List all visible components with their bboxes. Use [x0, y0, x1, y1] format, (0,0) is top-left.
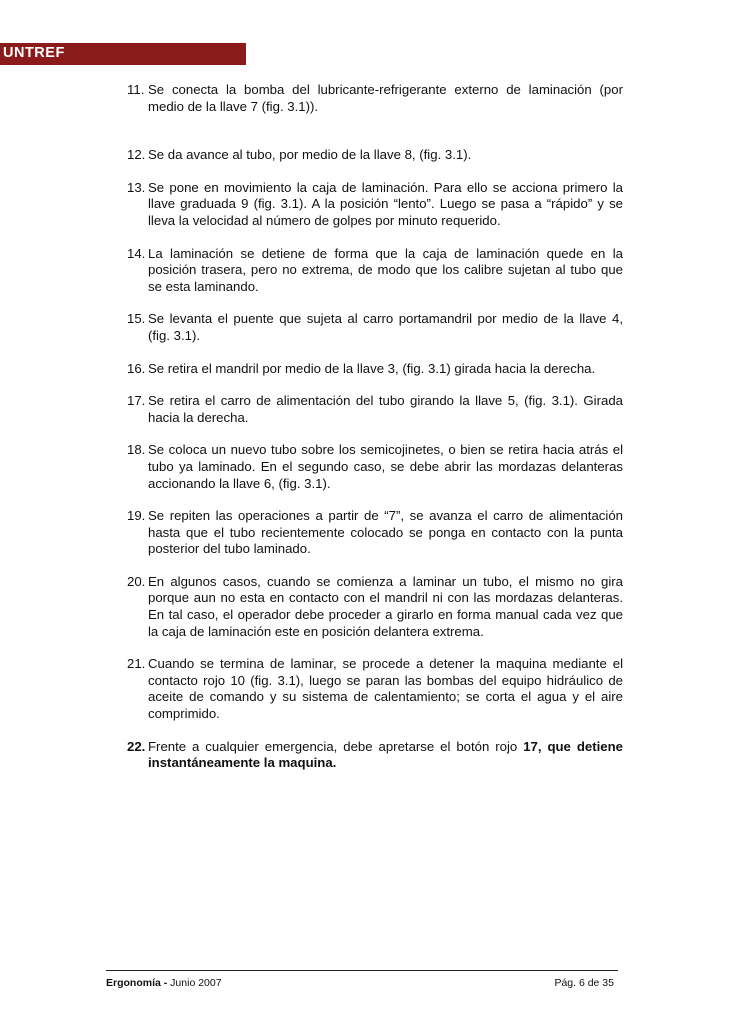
brand-logo-text: UNTREF [3, 45, 65, 61]
list-item [127, 147, 623, 164]
list-item [127, 82, 623, 115]
item-number: 22. [127, 738, 146, 754]
list-item [127, 574, 623, 640]
item-text: Se pone en movimiento la caja de laminación. Para ello se acciona primero la llave graduada 9 (fig. 3.1). A la posición “lento”. Luego se pasa a “rápido” y se lleva la velocidad al número de golpes por minuto requerido. [148, 179, 623, 228]
item-text: Se retira el mandril por medio de la llave 3, (fig. 3.1) girada hacia la derecha. [148, 360, 596, 376]
list-item [127, 393, 623, 426]
item-text: Se levanta el puente que sujeta al carro portamandril por medio de la llave 4, (fig. 3.1). [148, 311, 623, 343]
item-text-normal: Frente a cualquier emergencia, debe apretarse el botón rojo [148, 738, 524, 754]
item-number: 15. [127, 311, 146, 327]
item-number: 11. [127, 82, 145, 97]
page-number: Pág. 6 de 35 [554, 977, 614, 989]
header-banner [0, 43, 246, 65]
item-number: 12. [127, 147, 146, 163]
item-number: 19. [127, 508, 146, 524]
item-number: 18. [127, 442, 146, 458]
item-text-bold: 17, que detiene instantáneamente la maquina. [148, 738, 623, 771]
item-number: 16. [127, 360, 146, 376]
item-number: 21. [127, 656, 146, 672]
item-number: 14. [127, 245, 146, 261]
footer-left [106, 977, 222, 989]
footer-divider [106, 970, 618, 971]
item-text: Se repiten las operaciones a partir de “7”, se avanza el carro de alimentación hasta que el tubo recientemente colocado se ponga en contacto con la punta posterior del tubo laminado. [148, 508, 623, 557]
item-number: 20. [127, 573, 146, 589]
list-item [127, 311, 623, 344]
list-item [127, 361, 623, 378]
footer-course: Ergonomía - [106, 977, 168, 989]
list-item [127, 656, 623, 722]
footer-date: Junio 2007 [167, 977, 222, 989]
item-number: 13. [127, 179, 146, 195]
item-text: Cuando se termina de laminar, se procede a detener la maquina mediante el contacto rojo 10 (fig. 3.1), luego se paran las bombas del equipo hidráulico de aceite de comando y su sistema de calentamiento; se corta el agua y el aire comprimido. [148, 656, 623, 722]
item-text [148, 739, 623, 772]
item-number: 17. [127, 393, 146, 409]
list-item-emergency [127, 739, 623, 772]
item-text: Se da avance al tubo, por medio de la llave 8, (fig. 3.1). [148, 147, 472, 163]
item-text: Se coloca un nuevo tubo sobre los semicojinetes, o bien se retira hacia atrás el tubo ya laminado. En el segundo caso, se debe abrir las mordazas delanteras accionando la llave 6, (fig. 3.1). [148, 442, 623, 491]
document-body [127, 82, 623, 772]
list-item [127, 442, 623, 492]
list-item [127, 180, 623, 230]
list-item [127, 246, 623, 296]
item-text: En algunos casos, cuando se comienza a laminar un tubo, el mismo no gira porque aun no esta en contacto con el mandril ni con las mordazas delanteras. En tal caso, el operador debe proceder a girarlo en forma manual cada vez que la caja de laminación este en posición delantera extrema. [148, 573, 623, 639]
list-item [127, 508, 623, 558]
item-text: Se conecta la bomba del lubricante-refrigerante externo de laminación (por medio de la llave 7 (fig. 3.1)). [148, 82, 623, 114]
item-text: Se retira el carro de alimentación del tubo girando la llave 5, (fig. 3.1). Girada hacia la derecha. [148, 393, 623, 425]
item-text: La laminación se detiene de forma que la caja de laminación quede en la posición trasera, pero no extrema, de modo que los calibre sujetan al tubo que se esta laminando. [148, 245, 623, 294]
